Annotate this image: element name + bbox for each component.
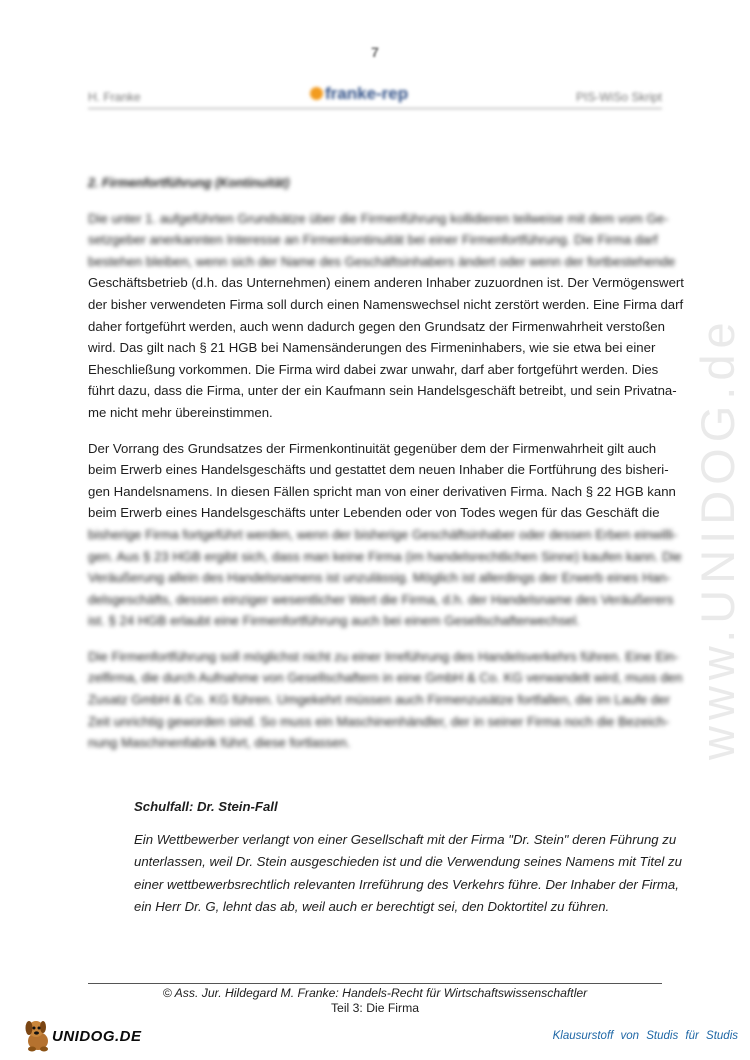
text-line: bestehen bleiben, wenn sich der Name des Geschäftsinhabers ändert oder wenn der fortbestehende <box>88 253 676 269</box>
logo-dot-icon <box>310 87 323 100</box>
paragraph-2 <box>88 438 682 632</box>
logo-text: franke-rep <box>325 84 409 103</box>
page-footer <box>88 983 662 1015</box>
text-line: Eheschließung vorkommen. Die Firma wird dabei zwar unwahr, darf aber fortgeführt werden. Dies <box>88 361 659 377</box>
text-line: Die unter 1. aufgeführten Grundsätze über die Firmenführung kollidieren teilweise mit dem vom Ge- <box>88 210 669 226</box>
section-heading: 2. Firmenfortführung (Kontinuität) <box>88 176 290 190</box>
text-line: Zeit unrichtig geworden sind. So muss ein Maschinenhändler, der in seiner Firma noch die Bezeich- <box>88 713 670 729</box>
text-line: Geschäftsbetrieb (d.h. das Unternehmen) einem anderen Inhaber zuzuordnen ist. Der Vermögenswert <box>88 275 684 291</box>
text-line: nung Maschinenfabrik führt, diese fortlassen. <box>88 735 351 751</box>
footer-copyright: © Ass. Jur. Hildegard M. Franke: Handels-Recht für Wirtschaftswissenschaftler <box>162 986 588 1000</box>
case-line: einer wettbewerbsrechtlich relevanten Irreführung des Verkehrs führe. Der Inhaber der Firma, <box>134 876 679 892</box>
paragraph-3 <box>88 646 683 754</box>
main-content <box>88 173 684 764</box>
case-line: ein Herr Dr. G, lehnt das ab, weil auch er berechtigt sei, den Doktortitel zu führen. <box>134 899 610 915</box>
paragraph-1 <box>88 208 684 424</box>
text-line: beim Erwerb eines Handelsgeschäfts unter Lebenden oder von Todes wegen für das Geschäft die <box>88 505 660 521</box>
text-line: setzgeber anerkannten Interesse an Firmenkontinuität bei einer Firmenfortführung. Die Firma darf <box>88 232 658 248</box>
brand-name: UNIDOG.DE <box>52 1028 142 1045</box>
text-line: Veräußerung allein des Handelsnamens ist unzulässig. Möglich ist allerdings der Erwerb eines Han- <box>88 570 671 586</box>
text-line: ist. § 24 HGB erlaubt eine Firmenfortführung auch bei einem Gesellschafterwechsel. <box>88 613 580 629</box>
text-line: delsgeschäfts, dessen einziger wesentlicher Wert die Firma, d.h. der Handelsname des Veräußerers <box>88 591 674 607</box>
header-course: PIS-WiSo Skript <box>575 90 662 104</box>
text-line: Zusatz GmbH & Co. KG führen. Umgekehrt müssen auch Firmenzusätze fortfallen, die im Laufe der <box>88 692 670 708</box>
text-line: gen. Aus § 23 HGB ergibt sich, dass man keine Firma (im handelsrechtlichen Sinne) kaufen kann. Die <box>88 548 682 564</box>
footer-part: Teil 3: Die Firma <box>330 1000 420 1015</box>
text-line: daher fortgeführt werden, auch wenn dadurch gegen den Grundsatz der Firmenwahrheit verstoßen <box>88 318 665 334</box>
tagline: Klausurstoff von Studis für Studis <box>552 1030 738 1042</box>
text-line: me nicht mehr übereinstimmen. <box>88 404 273 420</box>
text-line: der bisher verwendeten Firma soll durch einen Namenswechsel nicht zerstört werden. Eine Firma darf <box>88 296 684 312</box>
unidog-logo[interactable] <box>18 1014 168 1054</box>
franke-rep-logo <box>310 84 408 104</box>
text-line: gen Handelsnamens. In diesen Fällen spricht man von einer derivativen Firma. Nach § 22 HGB kann <box>88 483 676 499</box>
page-number: 7 <box>371 44 379 60</box>
text-line: führt dazu, dass die Firma, unter der ein Kaufmann sein Handelsgeschäft betreibt, und sein Privatna- <box>88 383 677 399</box>
text-line: bisherige Firma fortgeführt werden, wenn der bisherige Geschäftsinhaber oder dessen Erben einwilli- <box>88 526 678 542</box>
case-line: Ein Wettbewerber verlangt von einer Gesellschaft mit der Firma "Dr. Stein" deren Führung zu <box>134 831 677 847</box>
text-line: beim Erwerb eines Handelsgeschäfts und gestattet dem neuen Inhaber die Fortführung des bisheri- <box>88 462 669 478</box>
case-box <box>134 796 694 919</box>
text-line: Der Vorrang des Grundsatzes der Firmenkontinuität gegenüber dem der Firmenwahrheit gilt auch <box>88 440 657 456</box>
case-title: Schulfall: Dr. Stein-Fall <box>134 799 278 814</box>
text-line: Die Firmenfortführung soll möglichst nicht zu einer Irreführung des Handelsverkehrs führen. Eine Ein- <box>88 648 679 664</box>
text-line: wird. Das gilt nach § 21 HGB bei Namensänderungen des Firmeninhabers, wie sie etwa bei einer <box>88 340 656 356</box>
text-line: zelfirma, die durch Aufnahme von Gesellschaftern in eine GmbH & Co. KG verwandelt wird, muss den <box>88 670 683 686</box>
header-author: H. Franke <box>88 90 141 104</box>
case-line: unterlassen, weil Dr. Stein ausgeschieden ist und die Verwendung seines Namens mit Titel zu <box>134 854 682 870</box>
page-header <box>88 78 662 109</box>
watermark: www.UNIDOG.de <box>691 316 744 760</box>
